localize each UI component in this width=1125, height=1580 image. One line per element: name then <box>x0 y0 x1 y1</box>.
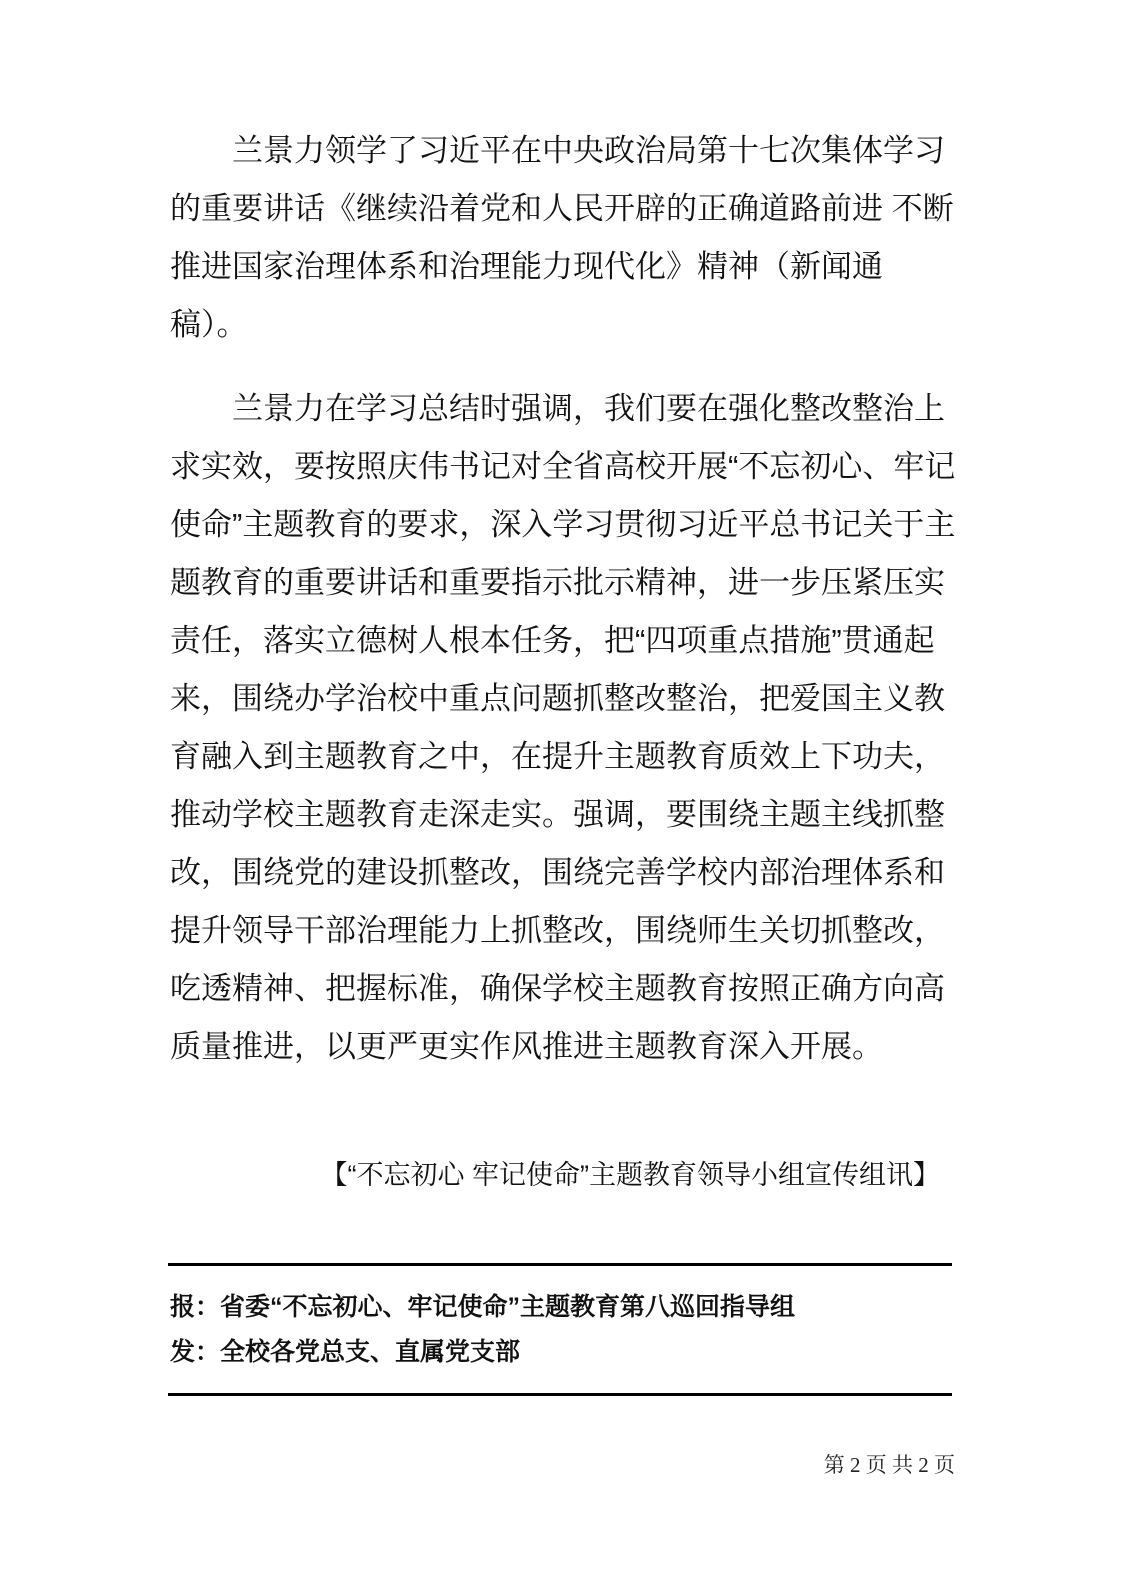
page-number: 第 2 页 共 2 页 <box>823 1453 955 1477</box>
text-line: 稿）。 <box>170 307 248 342</box>
paragraph <box>170 122 960 354</box>
text-line: 育融入到主题教育之中，在提升主题教育质效上下功夫， <box>170 739 945 774</box>
text-line: 改，围绕党的建设抓整改，围绕完善学校内部治理体系和 <box>170 855 945 890</box>
report-to-line: 报：省委“不忘初心、牢记使命”主题教育第八巡回指导组 <box>170 1293 796 1321</box>
text-line: 题教育的重要讲话和重要指示批示精神，进一步压紧压实 <box>170 565 945 600</box>
text-line: 提升领导干部治理能力上抓整改，围绕师生关切抓整改， <box>170 913 945 948</box>
text-line: 推进国家治理体系和治理能力现代化》精神（新闻通 <box>170 249 883 284</box>
text-line: 推动学校主题教育走深走实。强调，要围绕主题主线抓整 <box>170 797 945 832</box>
text-line: 使命”主题教育的要求，深入学习贯彻习近平总书记关于主 <box>170 507 956 542</box>
text-line: 求实效，要按照庆伟书记对全省高校开展“不忘初心、牢记 <box>170 449 956 484</box>
text-line: 兰景力在学习总结时强调，我们要在强化整改整治上 <box>232 391 945 426</box>
text-line: 来，围绕办学治校中重点问题抓整改整治，把爱国主义教 <box>170 681 945 716</box>
distribution-block <box>170 1285 955 1375</box>
text-line: 质量推进，以更严更实作风推进主题教育深入开展。 <box>170 1029 883 1064</box>
divider-line <box>168 1393 952 1396</box>
text-line: 的重要讲话《继续沿着党和人民开辟的正确道路前进 不断 <box>170 191 954 226</box>
issue-to-line: 发：全校各党总支、直属党支部 <box>170 1338 521 1366</box>
text-line: 兰景力领学了习近平在中央政治局第十七次集体学习 <box>232 133 945 168</box>
divider-line <box>168 1263 952 1266</box>
paragraph <box>170 380 960 1076</box>
text-line: 责任，落实立德树人根本任务，把“四项重点措施”贯通起 <box>170 623 935 658</box>
text-line: 吃透精神、把握标准，确保学校主题教育按照正确方向高 <box>170 971 945 1006</box>
byline: 【“不忘初心 牢记使命”主题教育领导小组宣传组讯】 <box>320 1160 940 1190</box>
